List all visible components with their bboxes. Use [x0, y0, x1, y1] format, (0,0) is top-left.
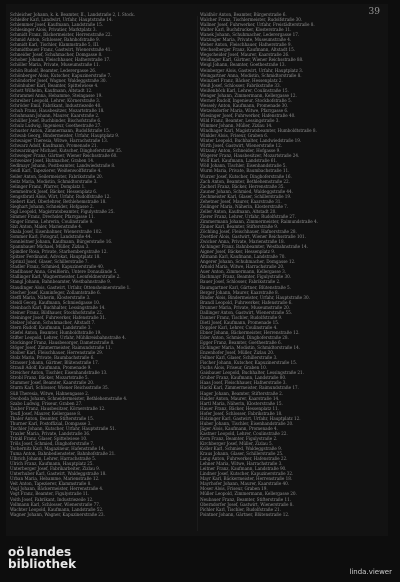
directory-entry: Neubauer Franz, Beamter, Stifterstraße 11.	[200, 496, 291, 502]
directory-entry: Schöller Maria, Private, Museumstraße 11.	[10, 62, 100, 68]
directory-entry: Schwaiger Theresia, Witwe, Harrachstraße 13.	[10, 138, 108, 144]
directory-entry: Staudinger Alois, Gastwirt, Urfahr, Ottensheimerstraße 1.	[10, 284, 131, 290]
directory-entry: Wachter Leopold, Kaufmann, Landstraße 52.	[10, 506, 104, 512]
directory-entry: Hauer Franz, Bäcker, Hessenplatz 11.	[200, 405, 279, 411]
directory-entry: Schleifer Karl, Landwirt, Urfahr, Hauptstraße 14.	[10, 17, 113, 23]
directory-entry: Wöß Johann, Tischler, Eisenhandstraße 5.	[200, 163, 287, 169]
directory-entry: Doppler Karl, Lehrer, Coulinstraße 4.	[200, 324, 278, 330]
directory-entry: Dallinger Anton, Gastwirt, Wienerstraße 55.	[200, 309, 292, 315]
directory-entry: Wagner Johann, Wagner, Kapuzinerstraße 23.	[10, 511, 105, 517]
viewer-brand[interactable]: linda.viewer	[349, 568, 392, 576]
directory-entry: Tuma Anton, Bahnbediensteter, Bahnhofstraße 21.	[10, 451, 116, 457]
directory-entry: Schweiger Franz, Gärtner, Wiener Reichsstraße 60.	[10, 153, 118, 159]
directory-entry: Kern Franz, Beamter, Figulystraße 2.	[200, 435, 278, 441]
directory-entry: Swoboda Johann, Schneidermeister, Bethlehemstraße 4.	[10, 395, 128, 401]
directory-entry: Witzany Anton, Schneider, Hofgasse 9.	[200, 148, 281, 154]
directory-entry: Wögerer Franz, Hausbesitzer, Mozartstraße 24.	[200, 153, 300, 159]
directory-entry: Thurner Karl, Postoffizial, Domgasse 3.	[10, 420, 92, 426]
directory-entry: Unterhuber Karl, Gastwirt, Waldeggstraße 18.	[10, 471, 107, 477]
directory-entry: Eder Anton, Schmied, Dinghoferstraße 28.	[200, 335, 289, 340]
directory-entry: Skala Josef, Eisenbahner, Wienerstraße 102.	[10, 229, 103, 235]
directory-entry: Wenger Johann, Zimmermann, Kellergasse 12.	[200, 92, 297, 98]
directory-entry: Walcher Franz, Tischlermeister, Rudolfstraße 30.	[200, 17, 303, 23]
directory-entry: Kirchberger Josef, Müller, Zizlau 5.	[200, 440, 273, 446]
directory-entry: Wirth Josef, Gastwirt, Wienerstraße 12.	[200, 143, 282, 149]
directory-entry: Steffl Maria, Näherin, Klosterstraße 3.	[10, 294, 91, 300]
directory-entry: Weinzierl Franz, Bäcker, Hessenplatz 2.	[200, 77, 283, 83]
directory-entry: Altmann Karl, Kaufmann, Landstraße 70.	[200, 254, 286, 260]
directory-entry: Schlesinger Alois, Privatier, Marktplatz 3.	[10, 27, 97, 33]
directory-entry: Steidl Georg, Kaufmann, Schmiedgasse 10.	[10, 299, 101, 305]
directory-entry: Sturm Karl, Schlosser, Wiener Reichsstraße 35.	[10, 385, 109, 391]
directory-entry: Haas Josef, Fleischhauer, Hafnerstraße 3.	[200, 380, 287, 386]
directory-entry: Fuchs Alois, Friseur, Graben 10.	[200, 365, 268, 371]
directory-entry: Ulrich Franz, Kaufmann, Hauptplatz 25.	[10, 461, 94, 467]
directory-entry: Spannbauer Michael, Müller, Zizlau 3.	[10, 244, 90, 250]
directory-entry: Egger Franz, Beamter, Goethestraße 6.	[200, 340, 282, 346]
directory-entry: Wessely Anton, Kaufmann, Promenade 30.	[200, 102, 289, 108]
directory-entry: Schön Rudolf, Beamter, Lederergasse 26.	[10, 67, 97, 73]
directory-entry: Hofer Josef, Schlosser, Fabrikstraße 18.	[200, 410, 283, 416]
directory-entry: Wurzer Josef, Kutscher, Dinghoferstraße 16.	[200, 173, 292, 179]
directory-entry: Zwicker Anna, Private, Marienstraße 18.	[200, 239, 285, 245]
directory-entry: Mayr Karl, Bäckermeister, Herrenstraße 18.	[200, 476, 293, 482]
directory-entry: Brandl Leopold, Fuhrwerker, Hafenstraße 6.	[200, 299, 293, 305]
directory-entry: Müller Leopold, Zimmermann, Kellergasse 20.	[200, 491, 297, 497]
directory-entry: Schmid Anton, Schlosser, Bahnhofstraße 9.	[10, 37, 100, 43]
directory-entry: Walter Karl, Buchdrucker, Klosterstraße 11.	[200, 27, 292, 33]
directory-entry: Simmer Franz, Drechsler, Pfarrgasse 11.	[10, 213, 95, 219]
directory-entry: Stiefel Anton, Beamter, Humboldtstraße 19.	[10, 329, 102, 335]
directory-entry: Teufl Josef, Maurer, Kellergasse 8.	[10, 410, 82, 416]
directory-entry: Baumgartner Karl, Gärtner, Blütenstraße 5.	[200, 284, 291, 290]
directory-entry: Tischler Johann, Kutscher, Urfahr, Hauptstraße 51.	[10, 425, 116, 431]
directory-entry: Stallinger Karl, Wagnermeister, Leonfeldnerstraße 2.	[10, 274, 121, 280]
directory-entry: Weiß Josef, Schlosser, Fabrikstraße 33.	[200, 82, 281, 88]
directory-entry: Zöchling Josef, Fleischhauer, Hafnerstraße 28.	[200, 229, 297, 235]
directory-entry: Sieghart Johann, Schneider, Hofgasse 2.	[10, 203, 94, 209]
directory-entry: Schwarzinger Michael, Kutscher, Dinghoferstraße 35.	[10, 148, 123, 154]
directory-entry: Sonnleitner Johann, Kaufmann, Bürgerstraße 16.	[10, 239, 113, 245]
directory-entry: Schlemmer Josef, Kaufmann, Landstraße 15.	[10, 22, 103, 28]
directory-entry: Schober Johann, Fleischhauer, Hafnerstraße 17.	[10, 57, 111, 63]
directory-entry: Schöndorfer Josef, Wagner, Waldeggstraße 30.	[10, 77, 107, 83]
directory-entry: Huber Johann, Tischler, Eisenhandstraße 20.	[200, 420, 294, 426]
directory-entry: Stolz Maria, Private, Baumbachstraße 6.	[10, 355, 95, 361]
directory-entry: Spindler Rosa, Private, Starhembergstraße 12.	[10, 249, 108, 255]
directory-entry: Schreiber Leopold, Lehrer, Körnerstraße 3.	[10, 97, 101, 103]
directory-entry: Tröls Josef, Schmied, Dinghoferstraße 7.	[10, 440, 95, 446]
library-logo[interactable]	[8, 546, 76, 570]
directory-entry: Aigner Josef, Bäcker, Hessenplatz 9.	[200, 249, 276, 255]
right-column	[200, 12, 386, 517]
directory-entry: Binder Alois, Bindermeister, Urfahr, Hauptstraße 30.	[200, 294, 310, 300]
directory-entry: Zach Anton, Beamter, Bethlehemstraße 22.	[200, 178, 290, 184]
directory-entry: Hager Johann, Beamter, Stifterstraße 2.	[200, 390, 284, 396]
directory-entry: Schmidt Franz, Bäckermeister, Herrenstraße 22.	[10, 32, 112, 38]
directory-entry: Strasser Johann, Gärtner, Blütenstraße 17.	[10, 360, 99, 366]
directory-entry: Pointner Johann, Gärtner, Blütenstraße 12.	[200, 511, 290, 517]
directory-entry: Schweizer Josef, Hutmacher, Graben 14.	[10, 158, 95, 164]
directory-entry: Bauer Josef, Schlosser, Fabrikstraße 2.	[200, 279, 281, 285]
directory-entry: Sedlmayr Johann, Postbeamter, Landwiedstraße 8.	[10, 163, 116, 169]
directory-entry: Lehner Maria, Witwe, Harrachstraße 3.	[200, 461, 283, 467]
directory-entry: Veit Anton, Tapezierer, Klammstraße 8.	[10, 481, 92, 487]
directory-entry: Schleicher Johann, k. k. Beamter, II., Landstraße 2, I. Stock.	[10, 12, 135, 17]
directory-entry: Sigl Leopold, Magistratsbeamter, Figulystraße 25.	[10, 208, 115, 214]
directory-entry: Schuhmann Johann, Maurer, Kaarstraße 2.	[10, 112, 100, 118]
directory-entry: Vogl Johann, Bäckermeister, Herrenstraße 4.	[10, 486, 104, 492]
directory-entry: Mayrhofer Johann, Maurer, Kaarstraße 40.	[200, 481, 290, 487]
directory-entry: Werner Rudolf, Ingenieur, Stockhofstraße 5.	[200, 97, 292, 103]
directory-entry: Schneider Josef, Schuhmacher, Domgasse 8.	[10, 52, 103, 58]
directory-entry: Holzinger Karl, Gastwirt, Urfahr, Hauptplatz 12.	[200, 415, 301, 421]
directory-entry: Gruber Franz, Kaufmann, Landstraße 80.	[200, 375, 287, 381]
directory-entry: Aichinger Franz, Bahnbeamter, Westbahnstraße 14.	[200, 244, 308, 250]
scanned-page	[6, 4, 388, 536]
directory-entry: Waldhör Anton, Beamter, Bürgerstraße 6.	[200, 12, 287, 17]
directory-entry: Seiler Anton, Seilermeister, Fabrikstraße 20.	[10, 173, 103, 179]
directory-entry: Voith Josef, Fabrikant, Industriezeile 12.	[10, 496, 94, 502]
directory-entry: Tschernitz Karl, Magazineur, Hafenstraße 14.	[10, 446, 105, 452]
directory-entry: Winter Leopold, Buchhalter, Landwiedstraße 19.	[200, 138, 302, 144]
directory-entry: Kraus Johann, Glaser, Schillerstraße 25.	[200, 451, 284, 457]
column-divider	[197, 16, 198, 531]
directory-entry: Wiesinger Josef, Fuhrwerker, Hafenstraße 40.	[200, 112, 296, 118]
directory-entry: Stoiber Karl, Fleischhauer, Herrenstraße 29.	[10, 350, 104, 356]
directory-entry: Ebner Johann, Bäckermeister, Herrenstraße 12.	[200, 329, 300, 335]
directory-entry: Hartl Maria, Näherin, Klosterstraße 15.	[200, 400, 283, 406]
directory-entry: Stadlbauer Anna, Greißlerin, Untere Donaulände 5.	[10, 269, 118, 275]
directory-entry: Schmidtbauer Franz, Gastwirt, Wienerstraße 41.	[10, 47, 112, 53]
directory-entry: Pichler Karl, Tischler, Rudolfstraße 21.	[200, 506, 281, 512]
directory-entry: Stummer Josef, Beamter, Kaarstraße 20.	[10, 380, 95, 386]
directory-entry: Wild Franz, Beamter, Lessingstraße 3.	[200, 117, 280, 123]
directory-entry: Süß Theresia, Witwe, Hahnengasse 2.	[10, 390, 90, 396]
directory-entry: Zeller Anton, Kaufmann, Altstadt 20.	[200, 208, 277, 214]
directory-entry: Unterberger Josef, Fabrikarbeiter, Zizlau 9.	[10, 466, 101, 472]
directory-entry: Schott Wilhelm, Kaufmann, Altstadt 12.	[10, 87, 93, 93]
directory-entry: Ulbrich Johann, Lehrer, Harrachstraße 5.	[10, 456, 96, 462]
directory-entry: Siebert Karl, Oberlehrer, Bethlehemstraße 18.	[10, 198, 107, 204]
directory-entry: Sengstbratl Alois, Wirt, Urfahr, Rudolfstraße 12.	[10, 193, 111, 199]
directory-entry: Enzenhofer Josef, Müller, Zizlau 20.	[200, 350, 275, 356]
directory-entry: Steinbach Karl, Buchhalter, Lessingstraße 14.	[10, 304, 106, 310]
directory-entry: Zechmeister Karl, Glaser, Schillerstraße 19.	[200, 193, 292, 199]
directory-entry: Weißenböck Karl, Lehrer, Coulinstraße 15.	[200, 87, 289, 93]
directory-entry: Zwettler Alois, Gastwirt, Wiener Reichsstraße 101.	[200, 234, 306, 240]
directory-entry: Auer Anton, Zimmermann, Kellergasse 3.	[200, 269, 287, 275]
directory-entry: Spitzer Ferdinand, Advokat, Hauptplatz 18.	[10, 254, 101, 260]
directory-entry: Selinger Franz, Pfarrer, Domplatz 1.	[10, 183, 86, 189]
directory-entry: Dietl Josef, Kaufmann, Promenade 15.	[200, 319, 280, 325]
directory-entry: Haider Anton, Maurer, Kaarstraße 14.	[200, 395, 280, 401]
directory-entry: Steininger Josef, Fuhrwerker, Hafenstraße 31.	[10, 314, 107, 320]
directory-entry: Schwarz Adolf, Kaufmann, Promenade 21.	[10, 143, 98, 149]
directory-entry: Stockinger Franz, Hausbesorger, Dametzstraße 8.	[10, 340, 115, 346]
directory-entry: Schüller Josef, Buchbinder, Bischofstraße 6.	[10, 117, 102, 123]
directory-entry: Angerer Johann, Schuhmacher, Domgasse 12.	[200, 259, 296, 265]
directory-entry: Moser Alois, Friseur, Graben 19.	[200, 486, 268, 492]
directory-entry: Eichinger Maria, Modistin, Schmidtorstraße 14.	[200, 345, 301, 351]
directory-entry: Wimmer Johann, Müller, Zizlau 14.	[200, 123, 273, 129]
directory-entry: Tauber Franz, Hausbesitzer, Körnerstraße 12.	[10, 405, 106, 411]
directory-entry: Singer Emma, Lehrerin, Coulinstraße 9.	[10, 218, 94, 224]
directory-entry: Stifter Leopold, Lehrer, Urfahr, Mühlkreisbahnstraße 4.	[10, 335, 126, 340]
directory-entry: Stecher Josef, Kaminfeger, Zollamtstraße 6.	[10, 289, 101, 295]
directory-entry: Zehetner Josef, Maurer, Kaarstraße 31.	[200, 198, 282, 204]
directory-entry: Zauner Johann, Schmied, Waldeggstraße 44.	[200, 188, 293, 194]
directory-entry: Zierer Franz, Lehrer, Urfahr, Rudolfstraße 27.	[200, 213, 296, 219]
directory-entry: Stelzer Johann, Schuhmacher, Altstadt 7.	[10, 319, 96, 325]
directory-entry: Vollmann Karl, Schlosser, Wienerstraße 77.	[10, 501, 101, 507]
directory-entry: Brunner Maria, Private, Museumstraße 20.	[200, 304, 290, 310]
directory-entry: Semmelrock Josef, Bäcker, Hessenplatz 6.	[10, 188, 98, 194]
directory-entry: Sprinzl Josef, Glaser, Schillerstraße 7.	[10, 259, 89, 265]
directory-entry: Berger Johann, Maurer, Kaarstraße 8.	[200, 289, 279, 295]
directory-entry: Weingartner Anna, Modistin, Schmidtorstraße 8.	[200, 72, 302, 78]
directory-entry: Wetzelsdorfer Maria, Witwe, Pfarrgasse 6.	[200, 107, 289, 113]
directory-entry: Leitner Franz, Kaufmann, Landstraße 90.	[200, 466, 287, 472]
directory-entry: Schulz Ludwig, Ingenieur, Goethestraße 27.	[10, 123, 102, 129]
directory-entry: Arnold Maria, Witwe, Harrachstraße 20.	[200, 264, 285, 270]
directory-entry: Zacherl Franz, Bäcker, Herrenstraße 35.	[200, 183, 285, 189]
directory-entry: Weidinger Karl, Gärtner, Wiener Reichsstraße 88.	[200, 57, 304, 63]
directory-entry: Wanek Johann, Schuhmacher, Lederergasse 17.	[200, 32, 300, 38]
directory-entry: Fischer Johann, Kutscher, Kapuzinerstraße 15.	[200, 360, 298, 366]
directory-entry: Urban Maria, Hebamme, Marienstraße 12.	[10, 476, 100, 482]
directory-entry: Thaler Anton, Beamter, Stifterstraße 15.	[10, 415, 95, 421]
directory-entry: Sixt Anton, Maler, Marienstraße 4.	[10, 223, 83, 229]
directory-entry: Jäger Alois, Kaufmann, Promenade 4.	[200, 425, 278, 431]
directory-entry: Schönhuber Karl, Beamter, Spittelwiese 4.	[10, 82, 99, 88]
directory-entry: Weber Anton, Fleischhauer, Hafnerstraße 9.	[200, 42, 292, 48]
directory-entry: Zinner Karl, Beamter, Stifterstraße 9.	[200, 223, 279, 229]
directory-entry: Schrammel Anna, Hebamme, Steingasse 19.	[10, 92, 103, 98]
directory-entry: Wegscheider Josef, Maurer, Kaarstraße 26.	[200, 52, 290, 58]
directory-entry: Fellner Karl, Glaser, Schillerstraße 3.	[200, 355, 278, 361]
directory-entry: Watzinger Maria, Private, Museumstraße 4.	[200, 37, 292, 43]
directory-entry: Strauß Adolf, Kaufmann, Promenade 9.	[10, 365, 92, 371]
left-column	[10, 12, 196, 517]
directory-entry: Kastner Leopold, Lehrer, Coulinstraße 22.	[200, 430, 288, 436]
directory-entry: Schmidt Karl, Tischler, Klammstraße 5, III.	[10, 42, 100, 48]
directory-entry: Vogt Franz, Beamter, Figulystraße 11.	[10, 491, 90, 497]
directory-entry: Schuh Franz, Hausbesitzer, Mozartstraße 18.	[10, 107, 105, 113]
directory-entry: Zimmermann Johann, Zimmermeister, Raimundstraße 4.	[200, 218, 318, 224]
directory-entry: Lindner Josef, Kutscher, Kapuzinerstraße 32.	[200, 471, 294, 477]
directory-entry: Stern Rudolf, Kaufmann, Landstraße 3.	[10, 324, 92, 330]
directory-entry: Schuster Anton, Zimmermann, Rudolfstraße 15.	[10, 128, 111, 134]
directory-entry: Stöger Josef, Zimmermeister, Raimundstraße 11.	[10, 345, 112, 351]
directory-entry: Stadler Franz, Schmied, Kapuzinerstraße 40.	[10, 264, 105, 270]
directory-entry: Winkler Alois, Friseur, Graben 6.	[200, 133, 269, 139]
directory-entry: Weinberger Alois, Gastwirt, Urfahr, Hauptplatz 3.	[200, 67, 304, 73]
directory-entry: Schröder Emil, Fabrikant, Industriezeile 40.	[10, 102, 102, 108]
directory-entry: Lang Anton, Fuhrwerker, Hafenstraße 22.	[200, 456, 288, 462]
directory-entry: Szabo Ludwig, Friseur, Graben 27.	[10, 400, 83, 406]
directory-entry: Seitz Maria, Modistin, Schmidtorstraße 3.	[10, 178, 98, 184]
directory-entry: Trinkl Franz, Glaser, Spittelwiese 10.	[10, 435, 88, 441]
directory-entry: Danner Franz, Tischler, Rudolfstraße 9.	[200, 314, 283, 320]
directory-entry: Oberndorfer Josef, Gastwirt, Wienerstraße 8.	[200, 501, 294, 507]
directory-entry: Weigl Johann, Beamter, Goethestraße 13.	[200, 62, 286, 68]
directory-entry: Hackl Karl, Zimmermeister, Raimundstraße 17.	[200, 385, 299, 391]
directory-entry: Wolf Karl, Kaufmann, Landstraße 61.	[200, 158, 278, 164]
directory-entry: Bachmayr Franz, Beamter, Figulystraße 30.	[200, 274, 292, 280]
directory-entry: Schönberger Alois, Kutscher, Kapuzinerstraße 7.	[10, 72, 112, 78]
logo-line2: bibliothek	[8, 557, 77, 571]
logo-line1: landes	[26, 545, 72, 559]
directory-entry: Windhager Karl, Magistratsbeamter, Humboldtstraße 8.	[200, 128, 317, 134]
directory-entry: Strobl Franz, Bäcker, Mozartstraße 5.	[10, 375, 89, 381]
directory-entry: Streicher Anton, Tischler, Eisenhandstraße 13.	[10, 370, 108, 376]
directory-entry: Seidl Karl, Tapezierer, Weißenwolffstraße 4.	[10, 168, 102, 174]
directory-entry: Wurm Maria, Private, Baumbachstraße 11.	[200, 168, 290, 174]
page-number: 39	[368, 7, 380, 17]
directory-entry: Koller Karl, Schmied, Waldeggstraße 9.	[200, 446, 283, 452]
directory-entry: Zeilinger Maria, Näherin, Klosterstraße 7.	[200, 203, 289, 209]
logo-symbol: oö	[8, 545, 25, 559]
directory-entry: Wechselberger Franz, Kaufmann, Altstadt 15.	[200, 47, 296, 53]
directory-entry: Steiner Franz, Bildhauer, Stockhofstraße 22.	[10, 309, 103, 315]
directory-entry: Schwab Georg, Bindermeister, Urfahr, Hauptplatz 9.	[10, 133, 120, 139]
directory-entry: Gaisbauer Leopold, Buchhalter, Lessingstraße 21.	[200, 370, 304, 376]
directory-entry: Traxler Maria, Private, Landstraße 36.	[10, 430, 91, 436]
directory-entry: Sommer Karl, Fotograf, Landstraße 44.	[10, 234, 92, 240]
directory-entry: Wallner Josef, Fuhrwerker, Urfahr, Freistädterstraße 8.	[200, 22, 315, 28]
directory-entry: Stangl Johann, Bahnbeamter, Westbahnstraße 9.	[10, 279, 112, 285]
